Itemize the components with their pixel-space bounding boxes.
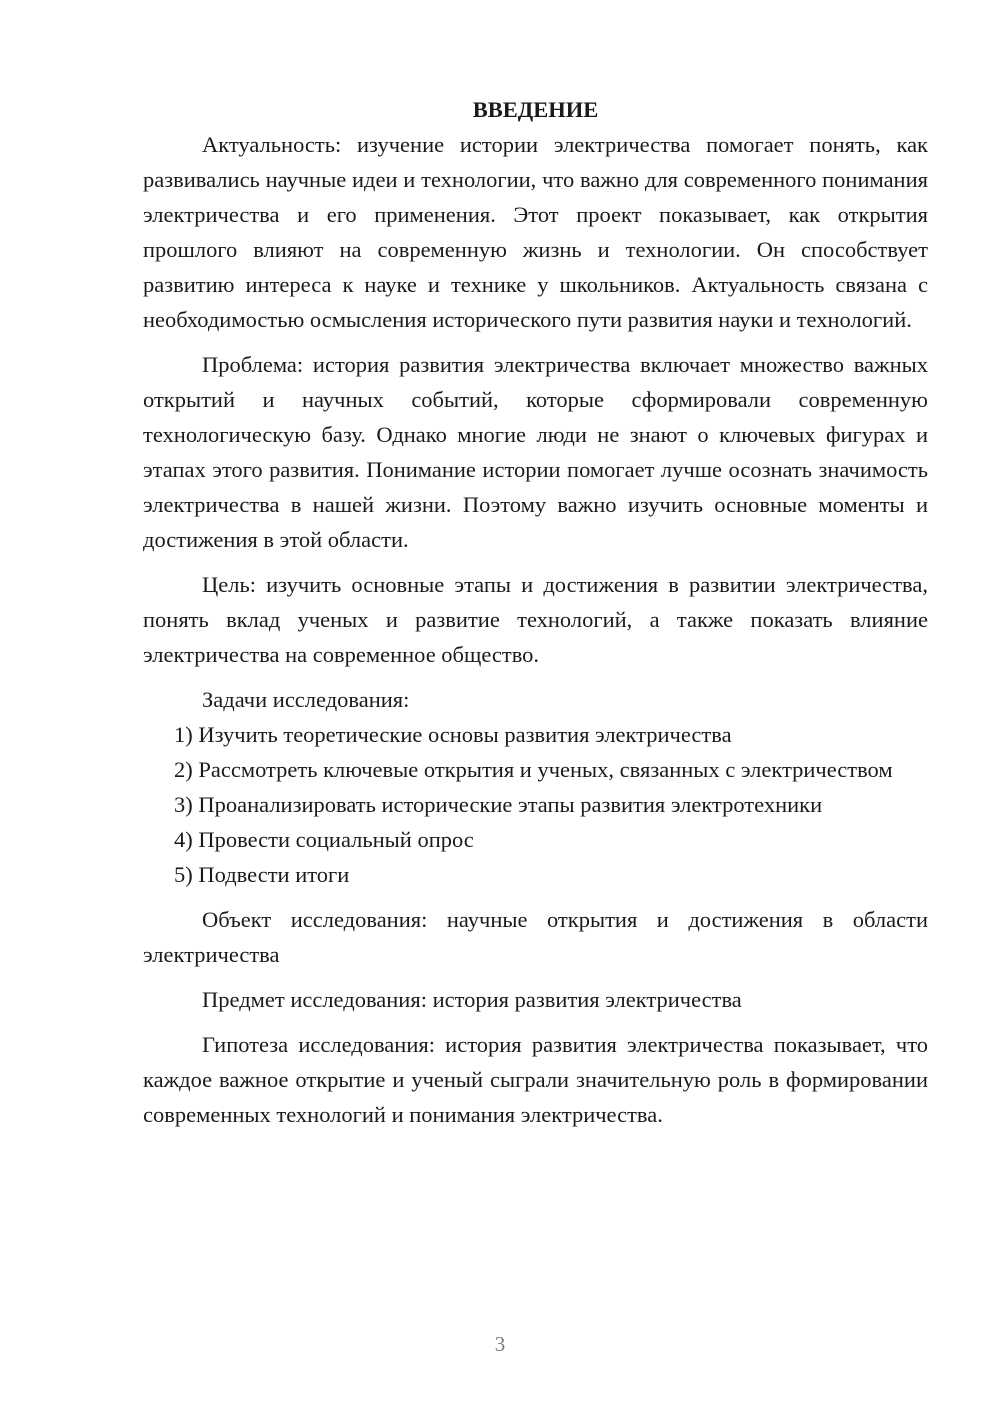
tasks-heading: Задачи исследования: [202,687,410,712]
task-item-3: 3) Проанализировать исторические этапы развития электротехники [174,792,823,817]
task-item-1: 1) Изучить теоретические основы развития электричества [174,722,732,747]
problem-paragraph: Проблема: история развития электричества включает множество важных открытий и научных событий, которые сформировали современную технологическую базу. Однако многие люди не знают о ключевых фигурах и этапах этого развития. Понимание истории помогает лучше осознать значимость электричества в нашей жизни. Поэтому важно изучить основные моменты и достижения в этой области. [143,352,928,552]
task-item-5: 5) Подвести итоги [174,862,350,887]
task-item-4: 4) Провести социальный опрос [174,827,474,852]
document-page [143,92,928,1132]
section-heading: ВВЕДЕНИЕ [472,97,599,122]
task-item-2: 2) Рассмотреть ключевые открытия и ученых, связанных с электричеством [174,757,893,782]
page-number: 3 [494,1332,506,1356]
relevance-paragraph: Актуальность: изучение истории электричества помогает понять, как развивались научные идеи и технологии, что важно для современного понимания электричества и его применения. Этот проект показывает, как открытия прошлого влияют на современную жизнь и технологии. Он способствует развитию интереса к науке и технике у школьников. Актуальность связана с необходимостью осмысления исторического пути развития науки и технологий. [143,132,928,332]
goal-paragraph: Цель: изучить основные этапы и достижения в развитии электричества, понять вклад ученых и развитие технологий, а также показать влияние электричества на современное общество. [143,572,928,667]
object-paragraph: Объект исследования: научные открытия и достижения в области электричества [143,907,928,967]
subject-paragraph: Предмет исследования: история развития электричества [202,987,742,1012]
hypothesis-paragraph: Гипотеза исследования: история развития электричества показывает, что каждое важное открытие и ученый сыграли значительную роль в формировании современных технологий и понимания электричества. [143,1032,928,1127]
